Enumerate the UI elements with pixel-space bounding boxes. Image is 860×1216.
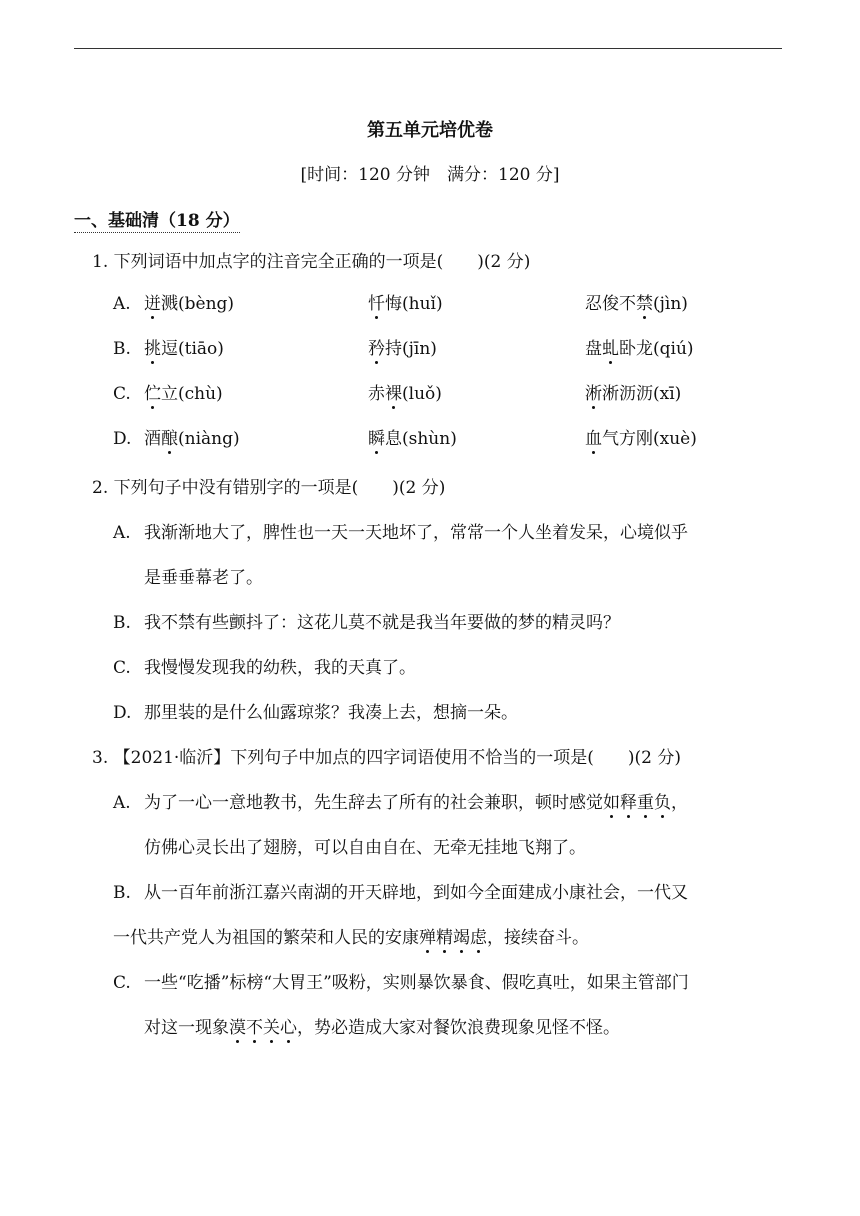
exam-info: [时间：120 分钟 满分：120 分]	[300, 165, 560, 185]
q3-option-b-label: B.	[113, 883, 131, 903]
q1-option-c-word1: 伫立(chù)	[144, 384, 223, 404]
q2-option-a-text: 我渐渐地大了，脾性也一天一天地坏了，常常一个人坐着发呆，心境似乎	[144, 523, 688, 543]
q3-option-c-text: 一些“吃播”标榜“大胃王”吸粉，实则暴饮暴食、假吃真吐，如果主管部门	[144, 973, 689, 993]
q1-option-c-label: C.	[113, 384, 131, 404]
q3-option-c-text-cont: 对这一现象漠不关心，势必造成大家对餐饮浪费现象见怪不怪。	[144, 1018, 620, 1038]
q1-option-a-label: A.	[113, 294, 131, 314]
q1-option-a-word1: 迸溅(bèng)	[144, 294, 235, 314]
q1-option-b-word2: 矜持(jīn)	[368, 339, 437, 359]
dotted-phrase: 漠不关心	[229, 1018, 297, 1038]
question-1-stem: 1. 下列词语中加点字的注音完全正确的一项是( )(2 分)	[92, 252, 531, 272]
q2-option-a-label: A.	[113, 523, 131, 543]
dotted-phrase: 如释重负	[603, 793, 671, 813]
q2-option-a-text-cont: 是垂垂幕老了。	[144, 568, 263, 588]
q3-option-b-text: 从一百年前浙江嘉兴南湖的开天辟地，到如今全面建成小康社会，一代又	[144, 883, 688, 903]
q1-option-b-word3: 盘虬卧龙(qiú)	[585, 339, 694, 359]
q1-option-b-word1: 挑逗(tiāo)	[144, 339, 224, 359]
q1-option-d-word2: 瞬息(shùn)	[368, 429, 457, 449]
q1-option-c-word2: 赤裸(luǒ)	[368, 384, 442, 404]
q2-option-c-label: C.	[113, 658, 131, 678]
section-heading: 一、基础清（18 分）	[74, 206, 240, 233]
q2-option-b-label: B.	[113, 613, 131, 633]
q1-option-c-word3: 淅淅沥沥(xī)	[585, 384, 682, 404]
q2-option-d-label: D.	[113, 703, 132, 723]
question-2-stem: 2. 下列句子中没有错别字的一项是( )(2 分)	[92, 478, 446, 498]
q3-option-a-text-cont: 仿佛心灵长出了翅膀，可以自由自在、无牵无挂地飞翔了。	[144, 838, 586, 858]
header-rule	[74, 48, 782, 49]
q1-option-d-word3: 血气方刚(xuè)	[585, 429, 697, 449]
question-3-stem: 3. 【2021·临沂】下列句子中加点的四字词语使用不恰当的一项是( )(2 分)	[92, 748, 682, 768]
q3-option-a-label: A.	[113, 793, 131, 813]
q1-option-a-word2: 忏悔(huǐ)	[368, 294, 443, 314]
q2-option-d-text: 那里装的是什么仙露琼浆？我凑上去，想摘一朵。	[144, 703, 518, 723]
q3-option-a-text: 为了一心一意地教书，先生辞去了所有的社会兼职，顿时感觉如释重负，	[144, 793, 688, 813]
q1-option-a-word3: 忍俊不禁(jìn)	[585, 294, 688, 314]
q2-option-c-text: 我慢慢发现我的幼秩，我的天真了。	[144, 658, 416, 678]
q3-option-c-label: C.	[113, 973, 131, 993]
page-title: 第五单元培优卷	[367, 120, 493, 141]
q2-option-b-text: 我不禁有些颤抖了：这花儿莫不就是我当年要做的梦的精灵吗？	[144, 613, 620, 633]
q1-option-b-label: B.	[113, 339, 131, 359]
q1-option-d-label: D.	[113, 429, 132, 449]
q3-option-b-text-cont: 一代共产党人为祖国的繁荣和人民的安康殚精竭虑，接续奋斗。	[113, 928, 589, 948]
q1-option-d-word1: 酒酿(niàng)	[144, 429, 240, 449]
dotted-phrase: 殚精竭虑	[419, 928, 487, 948]
